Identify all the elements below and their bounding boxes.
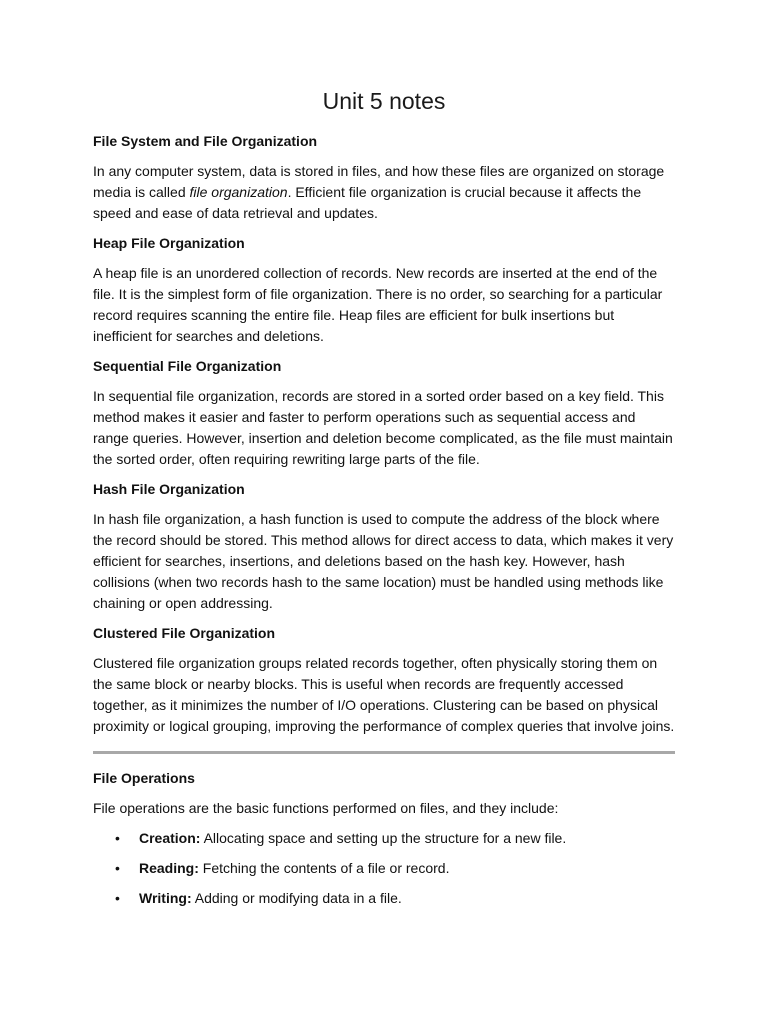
section-sequential-file (93, 356, 675, 470)
section-file-operations (93, 768, 675, 909)
list-item-term: Creation: (139, 830, 201, 846)
bullet-icon: • (115, 830, 120, 846)
section-heading: File Operations (93, 770, 195, 786)
paragraph-text: . Efficient file organization is crucial because it affects the speed and ease of data retrieval and updates. (93, 184, 642, 221)
list-item-term: Reading: (139, 860, 199, 876)
section-file-system (93, 131, 675, 224)
section-clustered-file (93, 623, 675, 737)
section-paragraph: File operations are the basic functions performed on files, and they include: (93, 800, 559, 816)
section-paragraph: A heap file is an unordered collection of records. New records are inserted at the end of the file. It is the simplest form of file organization. There is no order, so searching for a particular record requires scanning the entire file. Heap files are efficient for bulk insertions but inefficient for searches and deletions. (93, 265, 663, 344)
section-heading: Clustered File Organization (93, 625, 276, 641)
list-item (93, 858, 675, 879)
section-hash-file (93, 479, 675, 614)
section-paragraph: Clustered file organization groups related records together, often physically storing them on the same block or nearby blocks. This is useful when records are frequently accessed together, as it minimizes the number of I/O operations. Clustering can be based on physical proximity or logical grouping, improving the performance of complex queries that involve joins. (93, 655, 675, 734)
section-paragraph (93, 161, 675, 224)
section-heading: Hash File Organization (93, 481, 245, 497)
bullet-icon: • (115, 890, 120, 906)
section-heading: Heap File Organization (93, 235, 245, 251)
list-item-text: Fetching the contents of a file or record. (198, 860, 450, 876)
list-item-term: Writing: (139, 890, 192, 906)
horizontal-divider (93, 751, 675, 754)
list-item (93, 888, 675, 909)
paragraph-text: In any computer system, data is stored in files, and how these files are organized on storage media is called (93, 163, 665, 200)
list-item (93, 828, 675, 849)
operations-list (93, 828, 675, 909)
section-paragraph: In hash file organization, a hash function is used to compute the address of the block where the record should be stored. This method allows for direct access to data, which makes it very efficient for searches, insertions, and deletions based on the hash key. However, hash collisions (when two records hash to the same location) must be handled using methods like chaining or open addressing. (93, 511, 674, 611)
list-item-text: Allocating space and setting up the structure for a new file. (200, 830, 567, 846)
list-item-text: Adding or modifying data in a file. (191, 890, 402, 906)
document-page (93, 84, 675, 918)
bullet-icon: • (115, 860, 120, 876)
section-paragraph: In sequential file organization, records are stored in a sorted order based on a key field. This method makes it easier and faster to perform operations such as sequential access and range queries. However, insertion and deletion become complicated, as the file must maintain the sorted order, often requiring rewriting large parts of the file. (93, 388, 673, 467)
emphasized-term: file organization (189, 184, 288, 200)
document-title: Unit 5 notes (322, 88, 446, 114)
section-heading: Sequential File Organization (93, 358, 282, 374)
section-heading: File System and File Organization (93, 133, 318, 149)
section-heap-file (93, 233, 675, 347)
